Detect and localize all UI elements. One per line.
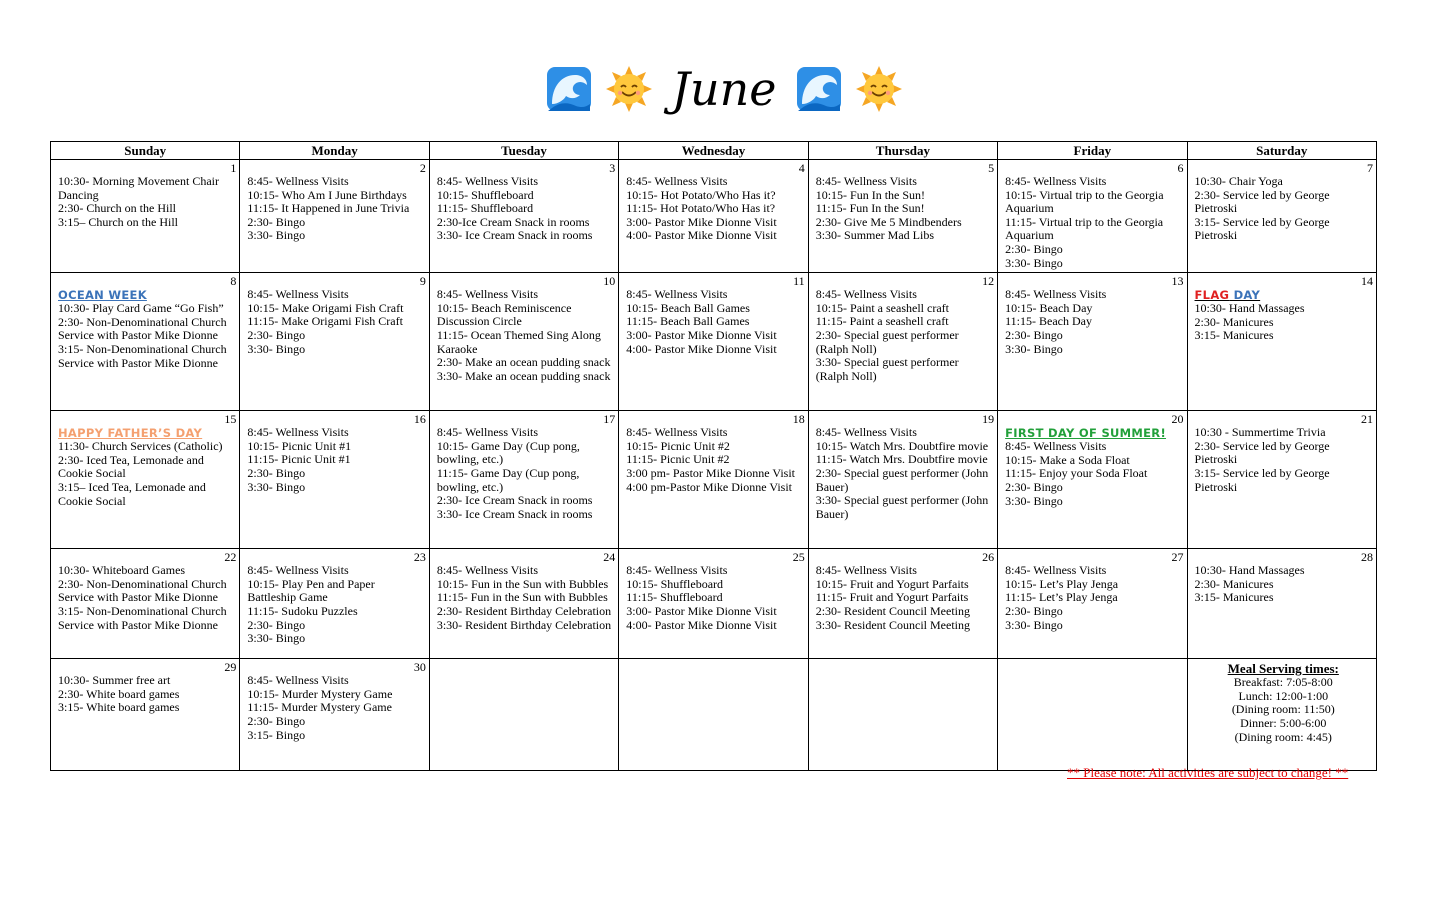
day-number: 5 xyxy=(988,161,995,175)
activity-line: 10:15- Beach Ball Games xyxy=(626,300,750,315)
activity-line: 3:15- Manicures xyxy=(1194,328,1274,343)
activity-line: 11:15- Ocean Themed Sing Along Karaoke xyxy=(436,327,601,356)
day-number: 1 xyxy=(230,161,237,175)
activity-line: 8:45- Wellness Visits xyxy=(815,174,917,188)
day-cell-6 xyxy=(998,160,1187,273)
day-cell-26 xyxy=(808,549,997,659)
activity-line: 4:00- Pastor Mike Dionne Visit xyxy=(626,341,777,356)
day-cell-27 xyxy=(998,549,1187,659)
activity-line: 10:30- Morning Movement Chair Dancing xyxy=(58,174,219,202)
activity-line: 2:30- Give Me 5 Mindbenders xyxy=(815,214,962,229)
activity-line: 11:15- Enjoy your Soda Float xyxy=(1005,466,1148,481)
meal-times-title: Meal Serving times: xyxy=(1227,661,1339,677)
activity-line: 11:15- Fun in the Sun with Bubbles xyxy=(436,590,608,605)
day-number: 10 xyxy=(603,274,616,289)
activity-line: 3:30- Ice Cream Snack in rooms xyxy=(436,228,593,243)
activity-line: 2:30- Make an ocean pudding snack xyxy=(436,355,611,370)
activity-line: 8:45- Wellness Visits xyxy=(1005,439,1107,454)
day-number: 13 xyxy=(1171,274,1184,289)
activity-line: 8:45- Wellness Visits xyxy=(247,563,349,578)
smiling-sun-icon xyxy=(856,66,902,112)
weekday-monday: Monday xyxy=(240,142,429,160)
activity-line: 11:15- Sudoku Puzzles xyxy=(247,603,358,618)
activity-line: 10:15- Game Day (Cup pong, bowling, etc.) xyxy=(436,438,580,467)
activity-line: 2:30- Service led by George Pietroski xyxy=(1194,438,1330,467)
activity-line: 8:45- Wellness Visits xyxy=(247,287,349,302)
day-cell-9 xyxy=(240,273,429,411)
activity-line: 10:30- Play Card Game “Go Fish” xyxy=(58,301,224,316)
activity-line: 8:45- Wellness Visits xyxy=(436,174,539,188)
activity-line: 3:30- Bingo xyxy=(1005,341,1063,356)
day-number: 23 xyxy=(413,550,426,565)
activity-line: 11:15- Virtual trip to the Georgia Aquarium xyxy=(1005,214,1164,243)
activity-line: 11:15- Watch Mrs. Doubtfire movie xyxy=(815,452,988,467)
activity-line: 3:30- Make an ocean pudding snack xyxy=(436,368,611,383)
day-number: 2 xyxy=(419,161,426,175)
activity-line: 10:15- Paint a seashell craft xyxy=(815,300,949,315)
week-row xyxy=(51,659,1377,771)
activity-line: 3:30- Summer Mad Libs xyxy=(815,228,935,243)
activity-line: 3:15- White board games xyxy=(58,700,180,715)
day-cell-25 xyxy=(619,549,808,659)
day-number: 11 xyxy=(793,274,805,289)
day-cell-21 xyxy=(1187,411,1376,549)
activity-line: 3:15- Bingo xyxy=(247,727,306,742)
activity-line: 10:15- Fun in the Sun with Bubbles xyxy=(436,576,609,591)
activity-line: 2:30- Bingo xyxy=(1005,327,1063,342)
activity-line: 2:30- Special guest performer (Ralph Noll) xyxy=(815,327,959,356)
activity-line: 10:30- Whiteboard Games xyxy=(58,563,186,578)
activity-line: 10:30- Hand Massages xyxy=(1194,301,1305,316)
day-number: 16 xyxy=(413,412,426,427)
day-cell-5 xyxy=(808,160,997,273)
day-cell-19 xyxy=(808,411,997,549)
calendar-header xyxy=(0,62,1448,128)
day-cell-29 xyxy=(51,659,240,771)
activity-line: 2:30- Special guest performer (John Bauer) xyxy=(815,465,989,494)
activity-line: 3:30- Bingo xyxy=(247,228,306,243)
weekday-wednesday: Wednesday xyxy=(619,142,808,160)
activity-line: 11:15- Beach Ball Games xyxy=(626,314,750,329)
empty-day-cell xyxy=(998,659,1187,771)
day-number: 17 xyxy=(603,412,616,427)
day-cell-11 xyxy=(619,273,808,411)
activity-line: 10:15- Shuffleboard xyxy=(436,187,534,202)
special-day-banner: HAPPY FATHER’S DAY xyxy=(58,426,203,441)
activity-line: 11:15- Hot Potato/Who Has it? xyxy=(626,201,776,216)
activity-line: 10:15- Beach Reminiscence Discussion Circle xyxy=(436,300,572,329)
weekday-thursday: Thursday xyxy=(808,142,997,160)
activity-line: 2:30- Bingo xyxy=(247,617,306,632)
week-row xyxy=(51,549,1377,659)
activity-line: 2:30- Manicures xyxy=(1194,314,1274,329)
activity-line: 10:15- Picnic Unit #1 xyxy=(247,438,352,453)
activity-line: 8:45- Wellness Visits xyxy=(815,563,917,578)
activity-line: 8:45- Wellness Visits xyxy=(1005,563,1107,578)
activity-line: 2:30- Church on the Hill xyxy=(58,201,176,216)
activity-line: 11:15- Let’s Play Jenga xyxy=(1005,590,1118,605)
activity-line: 10:30- Chair Yoga xyxy=(1194,174,1283,188)
day-cell-3 xyxy=(429,160,618,273)
meal-time-line: Breakfast: 7:05-8:00 xyxy=(1233,675,1333,690)
meal-times-cell xyxy=(1187,659,1376,771)
meal-time-line: (Dining room: 4:45) xyxy=(1234,729,1332,744)
activity-line: 10:15- Fun In the Sun! xyxy=(815,187,926,202)
activity-line: 2:30- Bingo xyxy=(247,214,306,229)
day-cell-30 xyxy=(240,659,429,771)
activity-line: 8:45- Wellness Visits xyxy=(626,425,728,440)
week-row xyxy=(51,273,1377,411)
activity-line: 8:45- Wellness Visits xyxy=(247,673,349,688)
activity-line: 3:00- Pastor Mike Dionne Visit xyxy=(626,214,777,229)
meal-time-line: Dinner: 5:00-6:00 xyxy=(1240,715,1327,730)
activity-line: 10:15- Murder Mystery Game xyxy=(247,686,393,701)
activity-line: 2:30- Bingo xyxy=(1005,479,1063,494)
activity-line: 8:45- Wellness Visits xyxy=(815,287,917,302)
activity-line: 2:30- Bingo xyxy=(1005,241,1063,256)
water-wave-icon xyxy=(796,66,842,112)
day-number: 22 xyxy=(224,550,237,565)
day-cell-18 xyxy=(619,411,808,549)
day-cell-1 xyxy=(51,160,240,273)
day-cell-12 xyxy=(808,273,997,411)
weekday-saturday: Saturday xyxy=(1187,142,1376,160)
day-cell-4 xyxy=(619,160,808,273)
activity-line: 2:30- Iced Tea, Lemonade and Cookie Social xyxy=(58,452,204,481)
activity-line: 3:00- Pastor Mike Dionne Visit xyxy=(626,327,777,342)
activity-line: 8:45- Wellness Visits xyxy=(626,174,728,188)
activity-line: 8:45- Wellness Visits xyxy=(436,563,539,578)
activity-line: 3:15– Church on the Hill xyxy=(58,214,178,229)
activity-line: 2:30- Bingo xyxy=(1005,603,1063,618)
activity-line: 11:15- Make Origami Fish Craft xyxy=(247,314,403,329)
day-number: 8 xyxy=(230,274,237,289)
special-day-banner: FIRST DAY OF SUMMER! xyxy=(1005,426,1167,441)
special-day-banner-part: FLAG xyxy=(1194,288,1230,303)
day-number: 21 xyxy=(1361,412,1373,427)
weekday-sunday: Sunday xyxy=(51,142,240,160)
activity-line: 3:30- Special guest performer (John Bauer) xyxy=(815,493,989,521)
activity-line: 10:15- Let’s Play Jenga xyxy=(1005,576,1119,591)
activity-line: 3:30- Ice Cream Snack in rooms xyxy=(436,506,593,521)
day-number: 4 xyxy=(798,161,805,175)
day-number: 28 xyxy=(1361,550,1373,565)
activity-line: 10:30- Hand Massages xyxy=(1194,563,1305,578)
activity-line: 8:45- Wellness Visits xyxy=(247,425,349,440)
activity-line: 2:30- Non-Denominational Church Service with Pastor Mike Dionne xyxy=(58,314,227,343)
activity-line: 10:15- Watch Mrs. Doubtfire movie xyxy=(815,438,989,453)
activity-line: 8:45- Wellness Visits xyxy=(1005,287,1107,302)
water-wave-icon xyxy=(546,66,592,112)
activity-line: 10:15- Virtual trip to the Georgia Aquarium xyxy=(1005,187,1164,216)
activity-line: 3:30- Bingo xyxy=(1005,617,1063,632)
activity-line: 3:30- Bingo xyxy=(247,479,306,494)
day-number: 7 xyxy=(1367,161,1373,175)
empty-day-cell xyxy=(429,659,618,771)
activity-line: 4:00 pm-Pastor Mike Dionne Visit xyxy=(626,479,792,494)
week-row xyxy=(51,160,1377,273)
meal-time-line: Lunch: 12:00-1:00 xyxy=(1238,688,1329,703)
activity-line: 3:30- Bingo xyxy=(247,341,306,356)
weekday-header-row xyxy=(51,142,1377,160)
activity-line: 10:15- Picnic Unit #2 xyxy=(626,438,730,453)
activity-line: 10:15- Shuffleboard xyxy=(626,576,724,591)
day-cell-23 xyxy=(240,549,429,659)
activity-line: 10:15- Hot Potato/Who Has it? xyxy=(626,187,776,202)
empty-day-cell xyxy=(808,659,997,771)
activity-line: 11:15- Beach Day xyxy=(1005,314,1092,329)
day-number: 25 xyxy=(792,550,805,565)
day-cell-13 xyxy=(998,273,1187,411)
activity-line: 10:15- Beach Day xyxy=(1005,300,1093,315)
activity-line: 10:15- Make Origami Fish Craft xyxy=(247,300,404,315)
activity-line: 11:15- Murder Mystery Game xyxy=(247,700,392,715)
calendar-grid xyxy=(50,141,1377,771)
day-number: 26 xyxy=(982,550,995,565)
activity-line: 10:30- Summer free art xyxy=(58,673,171,688)
activity-line: 2:30- Bingo xyxy=(247,327,306,342)
activity-line: 3:15- Non-Denominational Church Service with Pastor Mike Dionne xyxy=(58,603,227,632)
activity-line: 2:30- Service led by George Pietroski xyxy=(1194,187,1330,216)
special-day-banner-part: DAY xyxy=(1229,288,1261,303)
activity-line: 3:00 pm- Pastor Mike Dionne Visit xyxy=(626,465,795,480)
empty-day-cell xyxy=(619,659,808,771)
activity-line: 3:30- Bingo xyxy=(1005,493,1063,508)
day-cell-22 xyxy=(51,549,240,659)
activity-line: 11:15- Picnic Unit #2 xyxy=(626,452,730,467)
day-number: 15 xyxy=(224,412,237,427)
change-notice: ** Please note: All activities are subject to change! ** xyxy=(1067,765,1349,780)
month-title: June xyxy=(671,62,777,116)
activity-line: 3:00- Pastor Mike Dionne Visit xyxy=(626,603,777,618)
smiling-sun-icon xyxy=(606,66,652,112)
day-number: 6 xyxy=(1177,161,1184,175)
special-day-banner: OCEAN WEEK xyxy=(58,288,147,303)
day-number: 29 xyxy=(224,660,237,675)
day-number: 18 xyxy=(792,412,805,427)
activity-line: 3:15- Service led by George Pietroski xyxy=(1194,465,1330,494)
day-cell-16 xyxy=(240,411,429,549)
day-number: 12 xyxy=(982,274,995,289)
activity-line: 8:45- Wellness Visits xyxy=(436,425,539,440)
day-cell-14 xyxy=(1187,273,1376,411)
day-cell-24 xyxy=(429,549,618,659)
activity-line: 11:15- Shuffleboard xyxy=(626,590,723,605)
activity-line: 8:45- Wellness Visits xyxy=(815,425,917,440)
activity-line: 4:00- Pastor Mike Dionne Visit xyxy=(626,617,777,632)
activity-line: 3:15– Iced Tea, Lemonade and Cookie Social xyxy=(58,479,206,508)
activity-line: 11:15- It Happened in June Trivia xyxy=(247,201,410,216)
activity-line: 3:30- Resident Birthday Celebration xyxy=(436,617,612,632)
day-number: 24 xyxy=(603,550,616,565)
day-cell-7 xyxy=(1187,160,1376,273)
activity-line: 10:15- Fruit and Yogurt Parfaits xyxy=(815,576,969,591)
weekday-tuesday: Tuesday xyxy=(429,142,618,160)
day-number: 9 xyxy=(419,274,426,289)
day-cell-8 xyxy=(51,273,240,411)
activity-line: 2:30- Bingo xyxy=(247,713,306,728)
activity-line: 3:30- Resident Council Meeting xyxy=(815,617,970,632)
activity-line: 11:15- Shuffleboard xyxy=(436,201,534,216)
day-cell-2 xyxy=(240,160,429,273)
activity-line: 2:30- Bingo xyxy=(247,465,306,480)
activity-line: 2:30- Resident Birthday Celebration xyxy=(436,603,612,618)
special-day-banner xyxy=(1195,288,1372,302)
day-number: 3 xyxy=(609,161,616,175)
weekday-friday: Friday xyxy=(998,142,1187,160)
activity-line: 10:30 - Summertime Trivia xyxy=(1194,425,1326,440)
activity-line: 11:15- Picnic Unit #1 xyxy=(247,452,351,467)
day-number: 14 xyxy=(1361,274,1373,289)
activity-line: 11:15- Game Day (Cup pong, bowling, etc.) xyxy=(436,465,580,494)
activity-line: 2:30- Resident Council Meeting xyxy=(815,603,970,618)
week-row xyxy=(51,411,1377,549)
activity-line: 3:30- Special guest performer (Ralph Noll) xyxy=(815,355,959,383)
day-cell-17 xyxy=(429,411,618,549)
activity-line: 10:15- Play Pen and Paper Battleship Game xyxy=(247,576,375,605)
activity-line: 2:30- Manicures xyxy=(1194,576,1274,591)
activity-line: 11:30- Church Services (Catholic) xyxy=(58,439,223,454)
activity-line: 8:45- Wellness Visits xyxy=(1005,174,1107,188)
activity-line: 2:30- Ice Cream Snack in rooms xyxy=(436,493,593,508)
activity-line: 4:00- Pastor Mike Dionne Visit xyxy=(626,228,777,243)
day-cell-28 xyxy=(1187,549,1376,659)
day-number: 27 xyxy=(1171,550,1184,565)
day-number: 30 xyxy=(413,660,426,675)
day-cell-10 xyxy=(429,273,618,411)
day-cell-15 xyxy=(51,411,240,549)
meal-time-line: (Dining room: 11:50) xyxy=(1231,702,1335,717)
activity-line: 3:15- Non-Denominational Church Service with Pastor Mike Dionne xyxy=(58,341,227,370)
day-number: 20 xyxy=(1171,412,1184,427)
day-number: 19 xyxy=(982,412,995,427)
activity-line: 11:15- Fun In the Sun! xyxy=(815,201,925,216)
activity-line: 3:30- Bingo xyxy=(247,631,306,646)
activity-line: 11:15- Paint a seashell craft xyxy=(815,314,949,329)
activity-line: 2:30-Ice Cream Snack in rooms xyxy=(436,214,590,229)
activity-line: 8:45- Wellness Visits xyxy=(626,563,728,578)
activity-line: 10:15- Make a Soda Float xyxy=(1005,452,1130,467)
activity-line: 8:45- Wellness Visits xyxy=(436,287,539,302)
activity-line: 10:15- Who Am I June Birthdays xyxy=(247,187,407,202)
activity-line: 2:30- White board games xyxy=(58,686,180,701)
activity-line: 3:30- Bingo xyxy=(1005,255,1063,270)
activity-line: 3:15- Service led by George Pietroski xyxy=(1194,214,1330,243)
activity-line: 8:45- Wellness Visits xyxy=(247,174,349,188)
activity-line: 8:45- Wellness Visits xyxy=(626,287,728,302)
activity-line: 11:15- Fruit and Yogurt Parfaits xyxy=(815,590,969,605)
activity-line: 3:15- Manicures xyxy=(1194,590,1274,605)
day-cell-20 xyxy=(998,411,1187,549)
activity-line: 2:30- Non-Denominational Church Service with Pastor Mike Dionne xyxy=(58,576,227,605)
